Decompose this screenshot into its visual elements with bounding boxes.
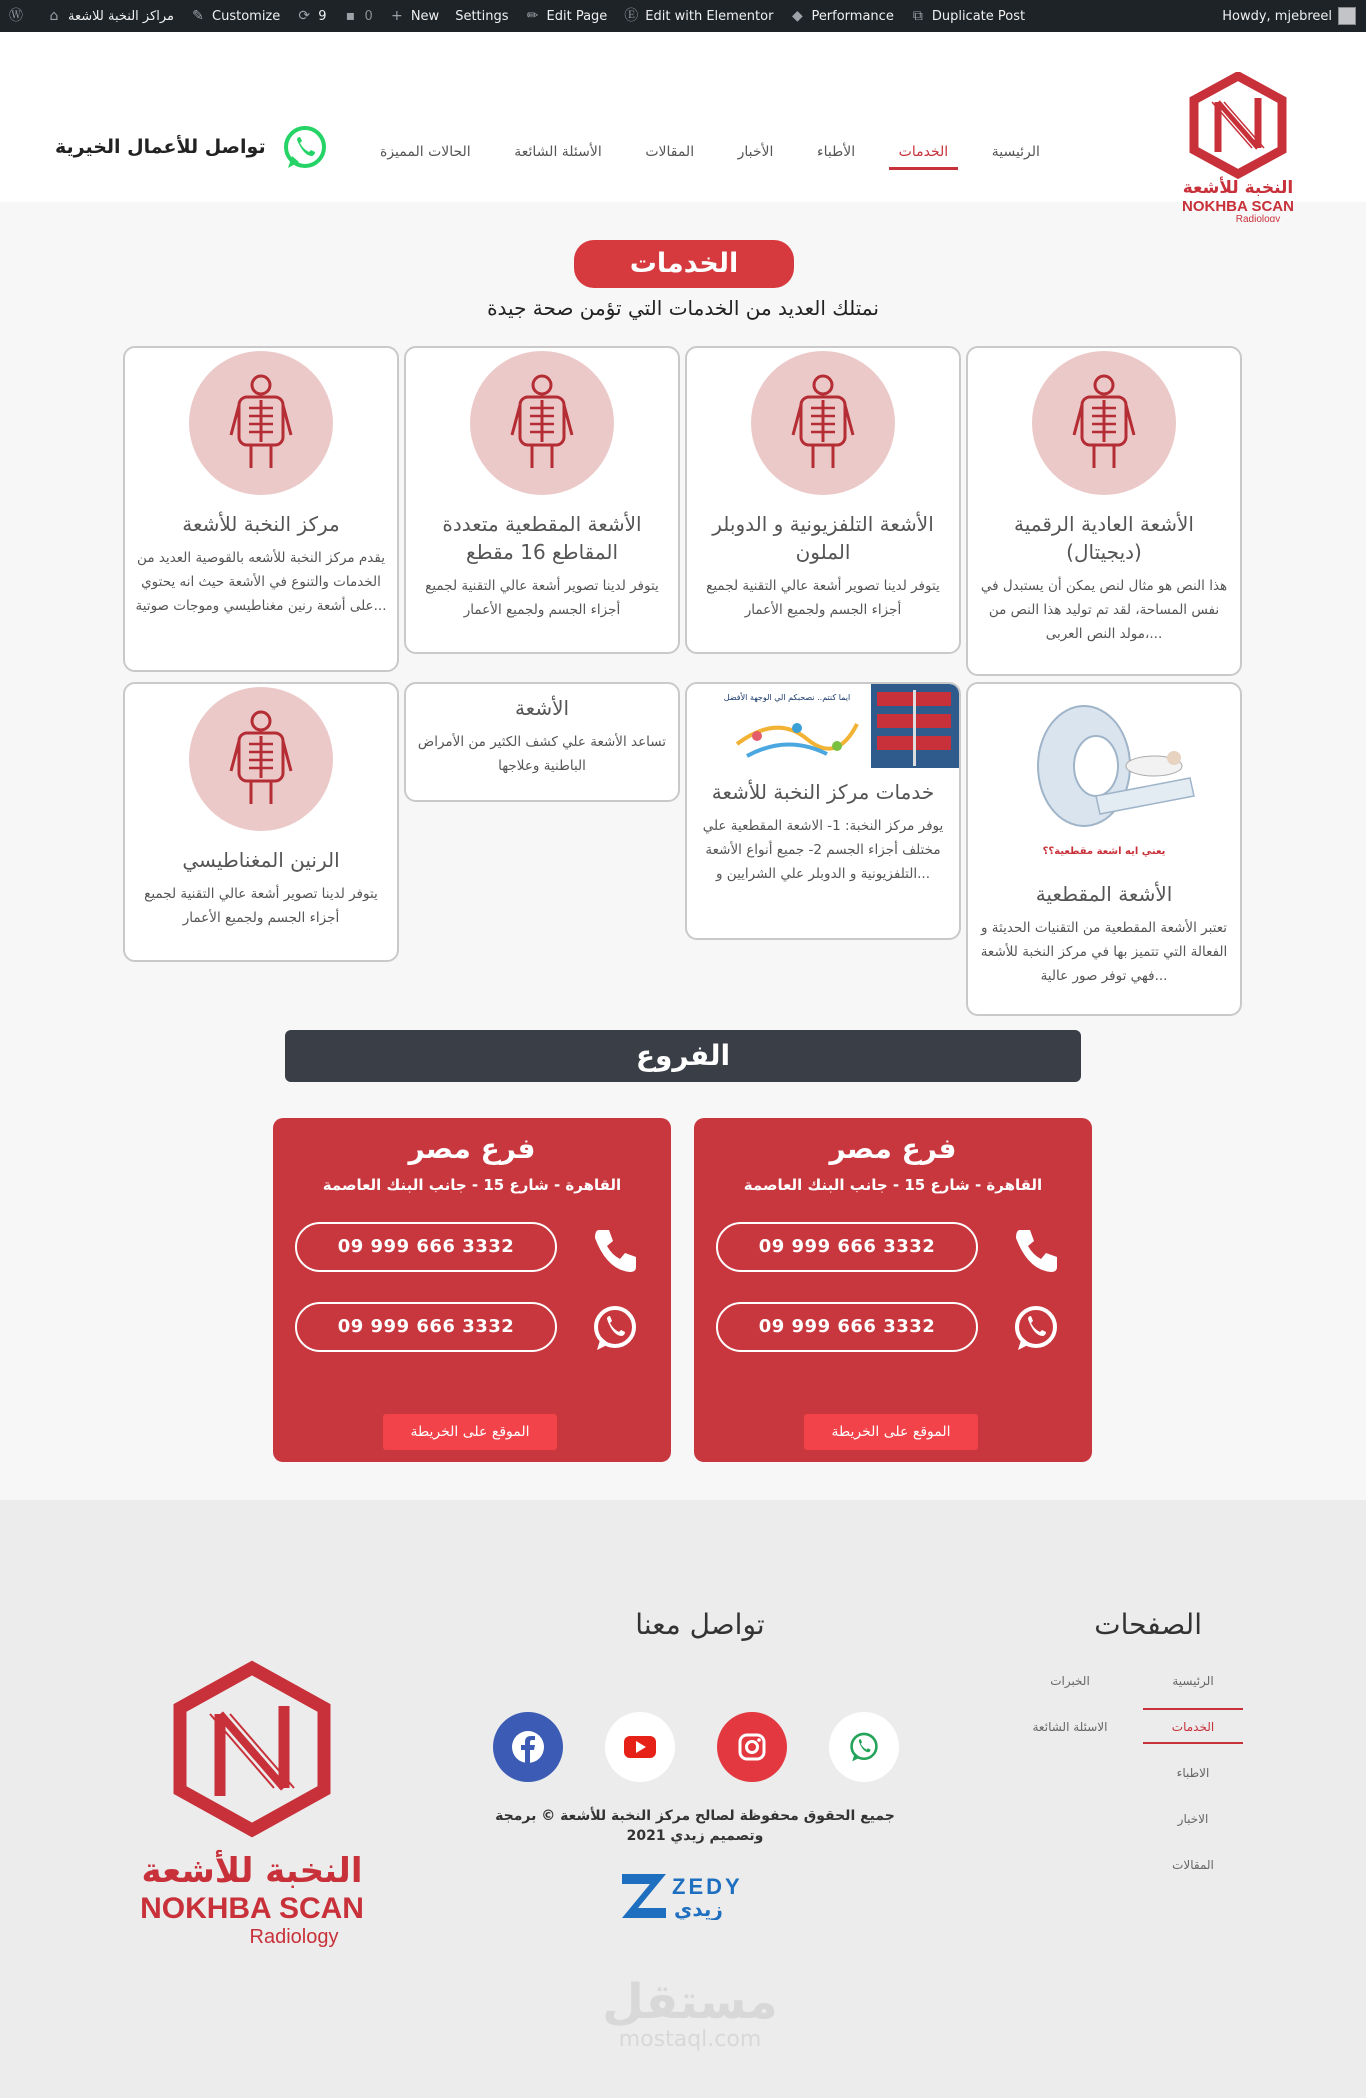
footer-link-home[interactable]: الرئيسية — [1172, 1674, 1214, 1688]
site-header — [0, 32, 1366, 222]
charity-contact[interactable]: تواصل للأعمال الخيرية — [55, 124, 328, 170]
logo-mark — [142, 1660, 372, 1960]
service-card-title: الأشعة العادية الرقمية (ديجيتال) — [1014, 512, 1194, 564]
site-logo[interactable] — [1178, 72, 1298, 226]
whatsapp-icon — [847, 1730, 881, 1764]
service-card-title: الرنين المغناطيسي — [182, 848, 340, 872]
service-card-desc: يقدم مركز النخبة للأشعه بالقوصية العديد من الخدمات والتنوع في الأشعة حيث انه يحتوي على أشعة رنين مغناطيسي وموجات صوتية... — [135, 550, 387, 614]
zedy-logo[interactable] — [620, 1870, 770, 1920]
plus-icon: + — [390, 8, 403, 24]
home-icon: ⌂ — [49, 8, 59, 24]
zedy-text-ar: زيدي — [674, 1897, 723, 1920]
duplicate-post-link[interactable]: ⧉ Duplicate Post — [910, 8, 1025, 24]
my-account-menu[interactable]: Howdy, mjebreel — [1222, 0, 1356, 32]
site-footer — [0, 1500, 1366, 2098]
wp-logo-menu[interactable] — [8, 8, 30, 24]
nav-faq[interactable]: الأسئلة الشائعة — [514, 144, 602, 160]
whatsapp-icon — [1010, 1302, 1062, 1354]
xray-body-icon — [1024, 350, 1184, 500]
branch-map-button[interactable]: الموقع على الخريطة — [804, 1414, 978, 1450]
xray-body-icon — [181, 350, 341, 500]
service-card[interactable] — [966, 682, 1242, 1016]
copyright-text: جميع الحقوق محفوظة لصالح مركز النخبة للأشعة © برمجة وتصميم زيدي 2021 — [495, 1808, 895, 1844]
wp-admin-bar — [0, 0, 1366, 32]
youtube-social-button[interactable] — [605, 1712, 675, 1782]
customize-link[interactable]: ✎ Customize — [190, 8, 280, 24]
nav-news[interactable]: الأخبار — [737, 144, 774, 160]
branch-card — [694, 1118, 1092, 1462]
instagram-social-button[interactable] — [717, 1712, 787, 1782]
updates-link[interactable]: ⟳ 9 — [296, 8, 326, 24]
service-card-desc: يتوفر لدينا تصوير أشعة عالي التقنية لجميع أجزاء الجسم ولجميع الأعمار — [425, 578, 659, 618]
site-name-link[interactable]: ⌂ مراكز النخبة للاشعة — [46, 8, 174, 24]
service-card[interactable] — [404, 682, 680, 802]
nav-featured-cases[interactable]: الحالات المميزة — [380, 144, 471, 160]
branch-whatsapp[interactable]: 09 999 666 3332 — [716, 1302, 978, 1352]
service-card-title: مركز النخبة للأشعة — [182, 512, 340, 536]
whatsapp-icon — [282, 124, 328, 170]
branch-map-button[interactable]: الموقع على الخريطة — [383, 1414, 557, 1450]
wordpress-icon: Ⓦ — [9, 8, 23, 24]
mostaql-watermark: مستقل mostaql.com — [602, 1974, 778, 2052]
service-card-title: خدمات مركز النخبة للأشعة — [711, 780, 935, 804]
branch-card — [273, 1118, 671, 1462]
pencil-icon: ✏ — [526, 8, 539, 24]
logo-arabic: النخبة للأشعة — [142, 1851, 363, 1891]
footer-link-news[interactable]: الاخبار — [1177, 1812, 1209, 1826]
ct-scanner-image — [999, 686, 1209, 870]
settings-link[interactable]: Settings — [455, 8, 509, 24]
branch-phone[interactable]: 09 999 666 3332 — [295, 1222, 557, 1272]
service-card-desc: تعتبر الأشعة المقطعية من التقنيات الحديثة و الفعالة التي تتميز بها في مركز النخبة للأشعة فهي توفر صور عالية... — [980, 920, 1228, 984]
youtube-icon — [623, 1734, 657, 1760]
footer-link-services[interactable]: الخدمات — [1143, 1720, 1243, 1734]
branch-address: القاهرة - شارع 15 - جانب البنك العاصمة — [743, 1176, 1043, 1194]
avatar — [1338, 7, 1356, 25]
nav-articles[interactable]: المقالات — [645, 144, 695, 160]
branches-title: الفروع — [285, 1030, 1081, 1082]
nav-services[interactable]: الخدمات — [889, 136, 959, 168]
image-caption: يعني ايه اشعة مقطعية؟؟ — [1042, 846, 1166, 857]
service-card-title: الأشعة المقطعية — [1035, 882, 1173, 906]
footer-link-experiences[interactable]: الخبرات — [1050, 1674, 1090, 1688]
service-card-title: الأشعة التلفزيونية و الدوبلر الملون — [712, 512, 934, 564]
logo-sub: Radiology — [1235, 214, 1281, 222]
gauge-icon: ◆ — [792, 8, 803, 24]
service-card-title: الأشعة — [514, 696, 570, 720]
logo-arabic: النخبة للأشعة — [1182, 178, 1294, 198]
service-card[interactable] — [123, 682, 399, 962]
facebook-icon — [510, 1729, 546, 1765]
service-card[interactable] — [966, 346, 1242, 676]
branch-phone[interactable]: 09 999 666 3332 — [716, 1222, 978, 1272]
footer-link-faq[interactable]: الاسئلة الشائعة — [1032, 1720, 1108, 1734]
service-card[interactable] — [685, 682, 961, 940]
service-card[interactable] — [685, 346, 961, 654]
services-subtitle: نمتلك العديد من الخدمات التي تؤمن صحة جيدة — [487, 296, 879, 320]
instagram-icon — [737, 1732, 767, 1762]
service-card-desc: يتوفر لدينا تصوير أشعة عالي التقنية لجميع أجزاء الجسم ولجميع الأعمار — [144, 886, 378, 926]
branch-whatsapp[interactable]: 09 999 666 3332 — [295, 1302, 557, 1352]
xray-body-icon — [462, 350, 622, 500]
zedy-text-en: ZEDY — [672, 1874, 743, 1899]
new-content-link[interactable]: + New — [389, 8, 439, 24]
service-card-title: الأشعة المقطعية متعددة المقاطع 16 مقطع — [442, 512, 642, 564]
performance-link[interactable]: ◆ Performance — [789, 8, 893, 24]
service-card-desc: يوفر مركز النخبة: 1- الاشعة المقطعية علي مختلف أجزاء الجسم 2- جميع أنواع الأشعة التلفزيونية و الدوبلر علي الشرايين و... — [702, 818, 944, 882]
edit-elementor-link[interactable]: Ⓔ Edit with Elementor — [624, 8, 774, 24]
main-nav — [370, 132, 1050, 172]
comment-icon: ▪ — [345, 8, 356, 24]
edit-page-link[interactable]: ✏ Edit Page — [525, 8, 608, 24]
service-card-desc: هذا النص هو مثال لنص يمكن أن يستبدل في نفس المساحة، لقد تم توليد هذا النص من مولد النص العربى،... — [980, 578, 1228, 642]
services-title: الخدمات — [574, 240, 794, 288]
xray-body-icon — [181, 686, 341, 836]
logo-mark — [1178, 72, 1298, 222]
whatsapp-icon — [589, 1302, 641, 1354]
elementor-icon: Ⓔ — [624, 8, 639, 24]
copy-icon: ⧉ — [912, 8, 923, 24]
footer-logo[interactable] — [142, 1660, 372, 1964]
logo-english: NOKHBA SCAN — [1182, 198, 1294, 215]
phone-icon — [589, 1224, 641, 1276]
footer-contact-title: تواصل معنا — [635, 1608, 765, 1641]
phone-icon — [1010, 1224, 1062, 1276]
service-card-desc: تساعد الأشعة علي كشف الكثير من الأمراض الباطنية وعلاجها — [417, 734, 667, 774]
logo-english: NOKHBA SCAN — [142, 1892, 364, 1925]
comments-link[interactable]: ▪ 0 — [343, 8, 373, 24]
footer-link-doctors[interactable]: الاطباء — [1176, 1766, 1210, 1780]
footer-pages-title: الصفحات — [1094, 1608, 1202, 1641]
service-card[interactable] — [123, 346, 399, 672]
footer-link-articles[interactable]: المقالات — [1172, 1858, 1214, 1872]
nav-home[interactable]: الرئيسية — [991, 144, 1040, 160]
xray-body-icon — [743, 350, 903, 500]
branch-address: القاهرة - شارع 15 - جانب البنك العاصمة — [322, 1176, 622, 1194]
nav-doctors[interactable]: الأطباء — [817, 144, 856, 160]
branch-name: فرع مصر — [829, 1132, 957, 1165]
service-card-desc: يتوفر لدينا تصوير أشعة عالي التقنية لجميع أجزاء الجسم ولجميع الأعمار — [706, 578, 940, 618]
image-caption: ايما كنتم.. نصحبكم الي الوجهة الأفضل — [723, 693, 851, 702]
whatsapp-social-button[interactable] — [829, 1712, 899, 1782]
brush-icon: ✎ — [192, 8, 204, 24]
facebook-social-button[interactable] — [493, 1712, 563, 1782]
services-map-image — [687, 684, 959, 768]
branch-name: فرع مصر — [408, 1132, 536, 1165]
updates-icon: ⟳ — [298, 8, 311, 24]
service-card[interactable] — [404, 346, 680, 654]
logo-sub: Radiology — [249, 1926, 339, 1948]
